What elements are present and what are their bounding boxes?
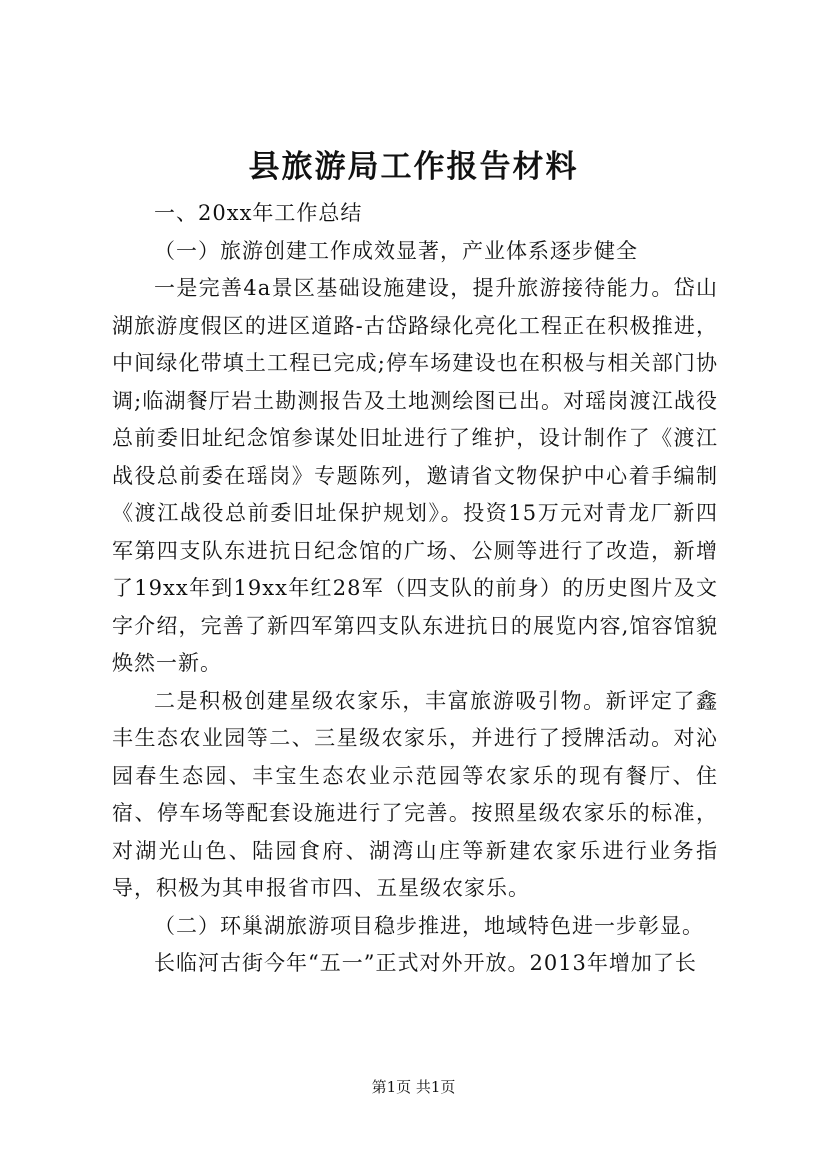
section-heading: 一、20xx年工作总结 — [154, 201, 363, 225]
page-footer: 第1页 共1页 — [371, 1078, 456, 1096]
document-title: 县旅游局工作报告材料 — [248, 149, 579, 185]
subsection-heading: （一）旅游创建工作成效显著，产业体系逐步健全 — [154, 238, 638, 263]
body-paragraph: 长临河古街今年“五一”正式对外开放。2013年增加了长 — [154, 951, 697, 975]
subsection-heading: （二）环巢湖旅游项目稳步推进，地域特色进一步彰显。 — [154, 913, 704, 938]
body-paragraph: 一是完善4a景区基础设施建设，提升旅游接待能力。岱山湖旅游度假区的进区道路-古岱路绿化亮化工程正在积极推进，中间绿化带填土工程已完成;停车场建设也在积极与相关部门协调;临湖餐厅岩土勘测报告及土地测绘图已出。对瑶岗渡江战役总前委旧址纪念馆参谋处旧址进行了维护，设计制作了《渡江战役总前委在瑶岗》专题陈列，邀请省文物保护中心着手编制《渡江战役总前委旧址保护规划》。投资15万元对青龙厂新四军第四支队东进抗日纪念馆的广场、公厕等进行了改造，新增了19xx年到19xx年红28军（四支队的前身）的历史图片及文字介绍，完善了新四军第四支队东进抗日的展览内容,馆容馆貌焕然一新。 — [112, 276, 718, 675]
body-paragraph: 二是积极创建星级农家乐，丰富旅游吸引物。新评定了鑫丰生态农业园等二、三星级农家乐，并进行了授牌活动。对沁园春生态园、丰宝生态农业示范园等农家乐的现有餐厅、住宿、停车场等配套设施进行了完善。按照星级农家乐的标准，对湖光山色、陆园食府、湖湾山庄等新建农家乐进行业务指导，积极为其申报省市四、五星级农家乐。 — [112, 688, 718, 900]
document-body — [112, 195, 718, 983]
